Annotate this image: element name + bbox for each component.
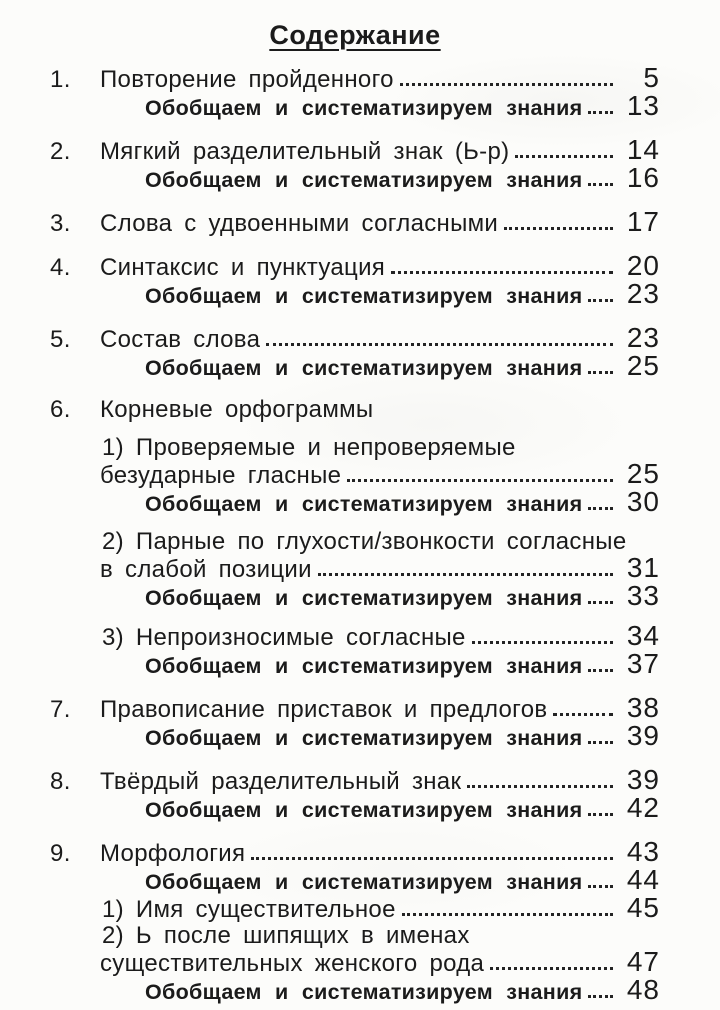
toc-line-summary xyxy=(145,974,660,1005)
toc-line-summary xyxy=(145,350,660,381)
entry-text: Состав слова xyxy=(100,326,261,353)
toc-line-summary xyxy=(145,90,660,121)
toc-line-summary xyxy=(145,486,660,517)
page-number: 47 xyxy=(626,946,660,977)
toc-line-main xyxy=(50,397,660,423)
entry-text: в слабой позиции xyxy=(100,556,312,583)
entry-number: 8. xyxy=(50,768,71,795)
page-number: 16 xyxy=(626,162,660,193)
toc-line-main xyxy=(50,62,660,93)
entry-text: 3) Непроизносимые согласные xyxy=(102,624,466,651)
toc-line-summary xyxy=(145,792,660,823)
toc-line-summary xyxy=(145,580,660,611)
page-number: 5 xyxy=(643,62,660,93)
entry-text: Повторение пройденного xyxy=(100,66,394,93)
dot-leader xyxy=(588,885,613,888)
page-number: 20 xyxy=(626,250,660,281)
page-number: 37 xyxy=(626,648,660,679)
toc-line-cont xyxy=(100,458,660,489)
dot-leader xyxy=(588,813,613,816)
dot-leader xyxy=(588,183,613,186)
page-number: 34 xyxy=(626,620,660,651)
entry-text: Обобщаем и систематизируем знания xyxy=(145,654,583,678)
page-number: 45 xyxy=(626,892,660,923)
dot-leader xyxy=(400,83,613,86)
page-number: 17 xyxy=(626,206,660,237)
entry-text: 1) Проверяемые и непроверяемые xyxy=(102,434,516,461)
toc-line-sub xyxy=(102,620,660,651)
dot-leader xyxy=(251,857,613,860)
toc-line-main xyxy=(50,836,660,867)
page-number: 25 xyxy=(626,350,660,381)
entry-number: 7. xyxy=(50,696,71,723)
toc-line-main xyxy=(50,322,660,353)
page-number: 44 xyxy=(626,864,660,895)
toc-line-main xyxy=(50,250,660,281)
toc-entry xyxy=(50,764,660,823)
toc-line-sub xyxy=(102,529,660,555)
dot-leader xyxy=(504,227,613,230)
toc-line-main xyxy=(50,692,660,723)
entry-number: 9. xyxy=(50,840,71,867)
dot-leader xyxy=(588,111,613,114)
toc-line-summary xyxy=(145,278,660,309)
entry-text: 2) Парные по глухости/звонкости согласные xyxy=(102,528,627,555)
toc-entry xyxy=(50,322,660,381)
toc-entry xyxy=(50,206,660,237)
entry-number: 2. xyxy=(50,138,71,165)
toc-line-cont xyxy=(100,552,660,583)
entry-text: 1) Имя существительное xyxy=(102,896,396,923)
dot-leader xyxy=(588,669,613,672)
entry-text: Обобщаем и систематизируем знания xyxy=(145,726,583,750)
dot-leader xyxy=(347,479,613,482)
toc-entry xyxy=(50,250,660,309)
toc-line-sub xyxy=(102,892,660,923)
entry-text: Мягкий разделительный знак (Ь-р) xyxy=(100,138,510,165)
toc-list xyxy=(50,62,660,1005)
page-number: 25 xyxy=(626,458,660,489)
dot-leader xyxy=(266,343,613,346)
page-number: 42 xyxy=(626,792,660,823)
toc-line-main xyxy=(50,764,660,795)
toc-line-main xyxy=(50,134,660,165)
entry-number: 3. xyxy=(50,210,71,237)
entry-text: Морфология xyxy=(100,840,246,867)
page-number: 39 xyxy=(626,720,660,751)
page-number: 33 xyxy=(626,580,660,611)
dot-leader xyxy=(588,601,613,604)
page-number: 23 xyxy=(626,278,660,309)
toc-line-sub xyxy=(102,923,660,949)
entry-text: Синтаксис и пунктуация xyxy=(100,254,386,281)
toc-line-summary xyxy=(145,162,660,193)
dot-leader xyxy=(515,155,613,158)
entry-text: Обобщаем и систематизируем знания xyxy=(145,586,583,610)
page-number: 38 xyxy=(626,692,660,723)
dot-leader xyxy=(588,371,613,374)
dot-leader xyxy=(472,641,613,644)
page-number: 48 xyxy=(626,974,660,1005)
toc-line-summary xyxy=(145,864,660,895)
dot-leader xyxy=(588,507,613,510)
toc-entry xyxy=(50,62,660,121)
entry-number: 6. xyxy=(50,396,71,423)
entry-text: Обобщаем и систематизируем знания xyxy=(145,168,583,192)
page-number: 31 xyxy=(626,552,660,583)
entry-text: безударные гласные xyxy=(100,462,342,489)
page-number: 14 xyxy=(626,134,660,165)
entry-text: Обобщаем и систематизируем знания xyxy=(145,870,583,894)
entry-text: Обобщаем и систематизируем знания xyxy=(145,284,583,308)
toc-line-cont xyxy=(100,946,660,977)
page-number: 13 xyxy=(626,90,660,121)
dot-leader xyxy=(402,913,613,916)
toc-entry xyxy=(50,692,660,751)
toc-line-summary xyxy=(145,720,660,751)
page-number: 30 xyxy=(626,486,660,517)
entry-text: 2) Ь после шипящих в именах xyxy=(102,922,470,949)
dot-leader xyxy=(588,995,613,998)
page-number: 39 xyxy=(626,764,660,795)
entry-number: 5. xyxy=(50,326,71,353)
dot-leader xyxy=(391,271,613,274)
entry-text: Обобщаем и систематизируем знания xyxy=(145,980,583,1004)
dot-leader xyxy=(490,967,613,970)
entry-text: Обобщаем и систематизируем знания xyxy=(145,96,583,120)
entry-text: существительных женского рода xyxy=(100,950,485,977)
dot-leader xyxy=(553,713,613,716)
entry-text: Обобщаем и систематизируем знания xyxy=(145,798,583,822)
toc-entry xyxy=(50,836,660,1005)
dot-leader xyxy=(318,573,613,576)
toc-line-sub xyxy=(102,435,660,461)
entry-number: 4. xyxy=(50,254,71,281)
dot-leader xyxy=(588,741,613,744)
toc-line-main xyxy=(50,206,660,237)
entry-text: Обобщаем и систематизируем знания xyxy=(145,492,583,516)
entry-text: Обобщаем и систематизируем знания xyxy=(145,356,583,380)
toc-entry xyxy=(50,134,660,193)
dot-leader xyxy=(467,785,613,788)
page-number: 23 xyxy=(626,322,660,353)
entry-text: Правописание приставок и предлогов xyxy=(100,696,548,723)
entry-text: Твёрдый разделительный знак xyxy=(100,768,462,795)
dot-leader xyxy=(588,299,613,302)
entry-text: Корневые орфограммы xyxy=(100,396,374,423)
toc-entry xyxy=(50,397,660,679)
toc-title: Содержание xyxy=(269,20,441,50)
entry-number: 1. xyxy=(50,66,71,93)
entry-text: Слова с удвоенными согласными xyxy=(100,210,499,237)
page-number: 43 xyxy=(626,836,660,867)
toc-line-summary xyxy=(145,648,660,679)
